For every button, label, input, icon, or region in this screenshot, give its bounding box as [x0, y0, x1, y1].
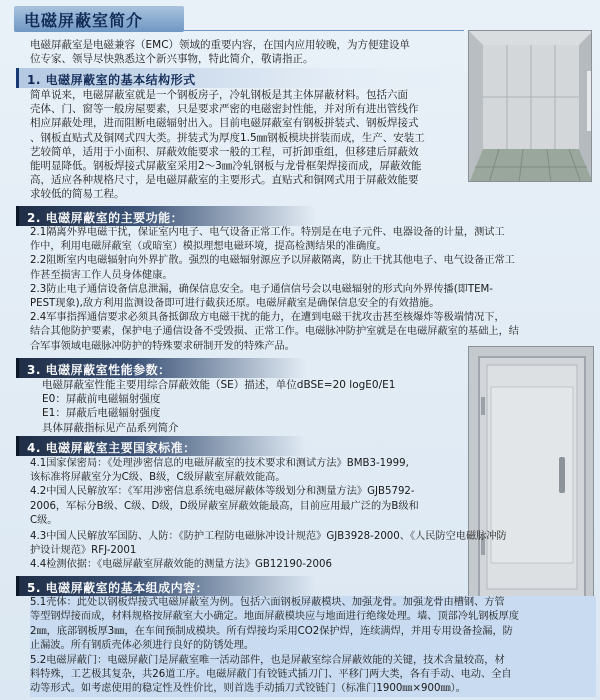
body-line: 相应屏蔽处理，进而阻断电磁辐射出入。目前电磁屏蔽室有钢板拼装式、钢板焊接式	[30, 117, 419, 130]
body-line: 4.3中国人民解放军国防、人防：《防护工程防电磁脉冲设计规范》GJB3928-2000、《人民防空电磁脉冲防	[30, 531, 507, 542]
body-line: 2.4军事指挥通信要求必须具备抵御敌方电磁干扰的能力，在遭到电磁干扰攻击甚至核爆炸等极端情况下，	[30, 312, 505, 324]
body-line: 护设计规范》RFJ-2001	[30, 545, 137, 557]
body-line: 高，适应各种规格尺寸，是电磁屏蔽室的主要形式。直贴式和铜网式用于屏蔽效能要	[30, 174, 419, 187]
intro-paragraph	[30, 38, 466, 66]
intro-line: 电磁屏蔽室是电磁兼容（EMC）领域的重要内容，在国内应用较晚，为方便建设单	[30, 39, 411, 51]
body-line: 简单说来，电磁屏蔽室就是一个钢板房子，冷轧钢板是其主体屏蔽材料。包括六面	[30, 89, 408, 101]
body-line: 4.4检测依据：《电磁屏蔽室屏蔽效能的测量方法》GB12190-2006	[30, 559, 332, 571]
body-line: 5.2电磁屏蔽门：电磁屏蔽门是屏蔽室唯一活动部件，也是屏蔽室综合屏蔽效能的关键，技术含量较高，材	[30, 654, 505, 666]
body-line: 4.1国家保密局：《处理涉密信息的电磁屏蔽室的技术要求和测试方法》BMB3-1999,	[30, 458, 409, 469]
body-line: 艺较简单，适用于小面积、屏蔽效能要求一般的工程，可折卸重组，但移建后屏蔽效	[30, 145, 419, 158]
body-line: 壳体、门、窗等一般房屋要素，只是要求严密的电磁密封性能，并对所有进出管线作	[30, 103, 419, 116]
body-line: 求较低的简易工程。	[30, 188, 125, 201]
section-heading-structure: 1. 电磁屏蔽室的基本结构形式	[16, 68, 466, 88]
body-line: 结合其他防护要素，保护电子通信设备不受毁损、正常工作。电磁脉冲防护室就是在电磁屏蔽室的基础上，结	[30, 326, 519, 338]
body-line: 能明显降低。钢板焊接式屏蔽室采用2～3㎜冷轧钢板与龙骨框架焊接而成，屏蔽效能	[30, 160, 422, 173]
body-line: 合军事领域电磁脉冲防护的特殊要求研制开发的特殊产品。	[30, 340, 295, 352]
section-heading-components: 5. 电磁屏蔽室的基本组成内容：	[16, 576, 316, 596]
body-line: PEST现象),敌方利用监测设备即可进行截获还原。电磁屏蔽室是确保信息安全的有效措施。	[30, 298, 440, 310]
body-line: C级。	[30, 514, 58, 526]
body-line: 2㎜，底部钢板厚3㎜，在车间预制成模块。所有焊接均采用CO2保护焊，连续满焊，并用专用设备捡漏，防	[30, 625, 513, 637]
title-underline	[184, 30, 464, 31]
intro-line: 位专家、领导尽快熟悉这个新兴事物，特此简介，敬请指正。	[30, 53, 314, 66]
room-interior-image	[469, 31, 592, 182]
body-line: 动等形式。如考虑使用的稳定性及性价比，则首选手动插刀式铰链门（标准门1900㎜×900㎜）。	[30, 683, 466, 695]
section-body-parameters	[42, 378, 462, 435]
section-body-components	[30, 596, 596, 697]
section-body-structure	[30, 88, 468, 202]
body-line: E0：屏蔽前电磁辐射强度	[42, 393, 161, 406]
body-line: 止漏波。所有钢质壳体必须进行良好的防锈处理。	[30, 640, 255, 652]
body-line: 5.1壳体：此处以钢板焊接式电磁屏蔽室为例。包括六面钢板屏蔽模块、加强龙骨。加强龙骨由槽钢、方管	[30, 597, 505, 608]
body-line: 该标准将屏蔽室分为C级、B级，C级屏蔽室屏蔽效能高。	[30, 472, 286, 484]
body-line: 2.2阻断室内电磁辐射向外界扩散。强烈的电磁辐射源应予以屏蔽隔离，防止干扰其他电子、电气设备正常工	[30, 255, 515, 267]
shielded-room-photo	[468, 30, 592, 182]
page-title: 电磁屏蔽室简介	[24, 11, 144, 30]
body-line: 具体屏蔽指标见产品系列简介	[42, 421, 179, 434]
body-line: 2.3防止电子通信设备信息泄漏，确保信息安全。电子通信信号会以电磁辐射的形式向外界传播(即TEM-	[30, 283, 493, 295]
body-line: 2.1隔离外界电磁干扰，保证室内电子、电气设备正常工作。特别是在电子元件、电器设备的计量，测试工	[30, 227, 505, 238]
section-body-standards-wide	[30, 530, 596, 573]
section-body-functions	[30, 226, 596, 354]
body-line: 作中，利用电磁屏蔽室（或暗室）模拟理想电磁环境，提高检测结果的准确度。	[30, 241, 387, 253]
body-line: 4.2中国人民解放军：《军用涉密信息系统电磁屏蔽体等级划分和测量方法》GJB5792-	[30, 486, 415, 498]
body-line: 2006，军标分B级、C级、D级，D级屏蔽室屏蔽效能最高，目前应用最广泛的为B级和	[30, 500, 419, 512]
body-line: 作甚至损害工作人员身体健康。	[30, 269, 173, 281]
body-line: 料特殊，工艺极其复杂，共26道工序。电磁屏蔽门有铰链式插刀门、平移门两大类，各有手动、电动、全自	[30, 669, 512, 681]
section-heading-functions: 2. 电磁屏蔽室的主要功能：	[16, 206, 316, 226]
body-line: E1：屏蔽后电磁辐射强度	[42, 407, 161, 420]
section-heading-standards: 4. 电磁屏蔽室主要国家标准：	[16, 436, 306, 456]
body-line: 电磁屏蔽室性能主要用综合屏蔽效能（SE）描述，单位dBSE=20 logE0/E1	[42, 379, 396, 391]
section-heading-parameters: 3. 电磁屏蔽室性能参数：	[16, 358, 306, 378]
body-line: 、钢板直贴式及铜网式四大类。拼装式为厚度1.5㎜钢板模块拼装而成，生产、安装工	[30, 131, 425, 144]
section-body-standards	[30, 457, 468, 528]
body-line: 等型钢焊接而成，材料规格按屏蔽室大小确定。地面屏蔽模块应与地面进行绝缘处理。墙、顶部冷轧钢板厚度	[30, 611, 519, 623]
